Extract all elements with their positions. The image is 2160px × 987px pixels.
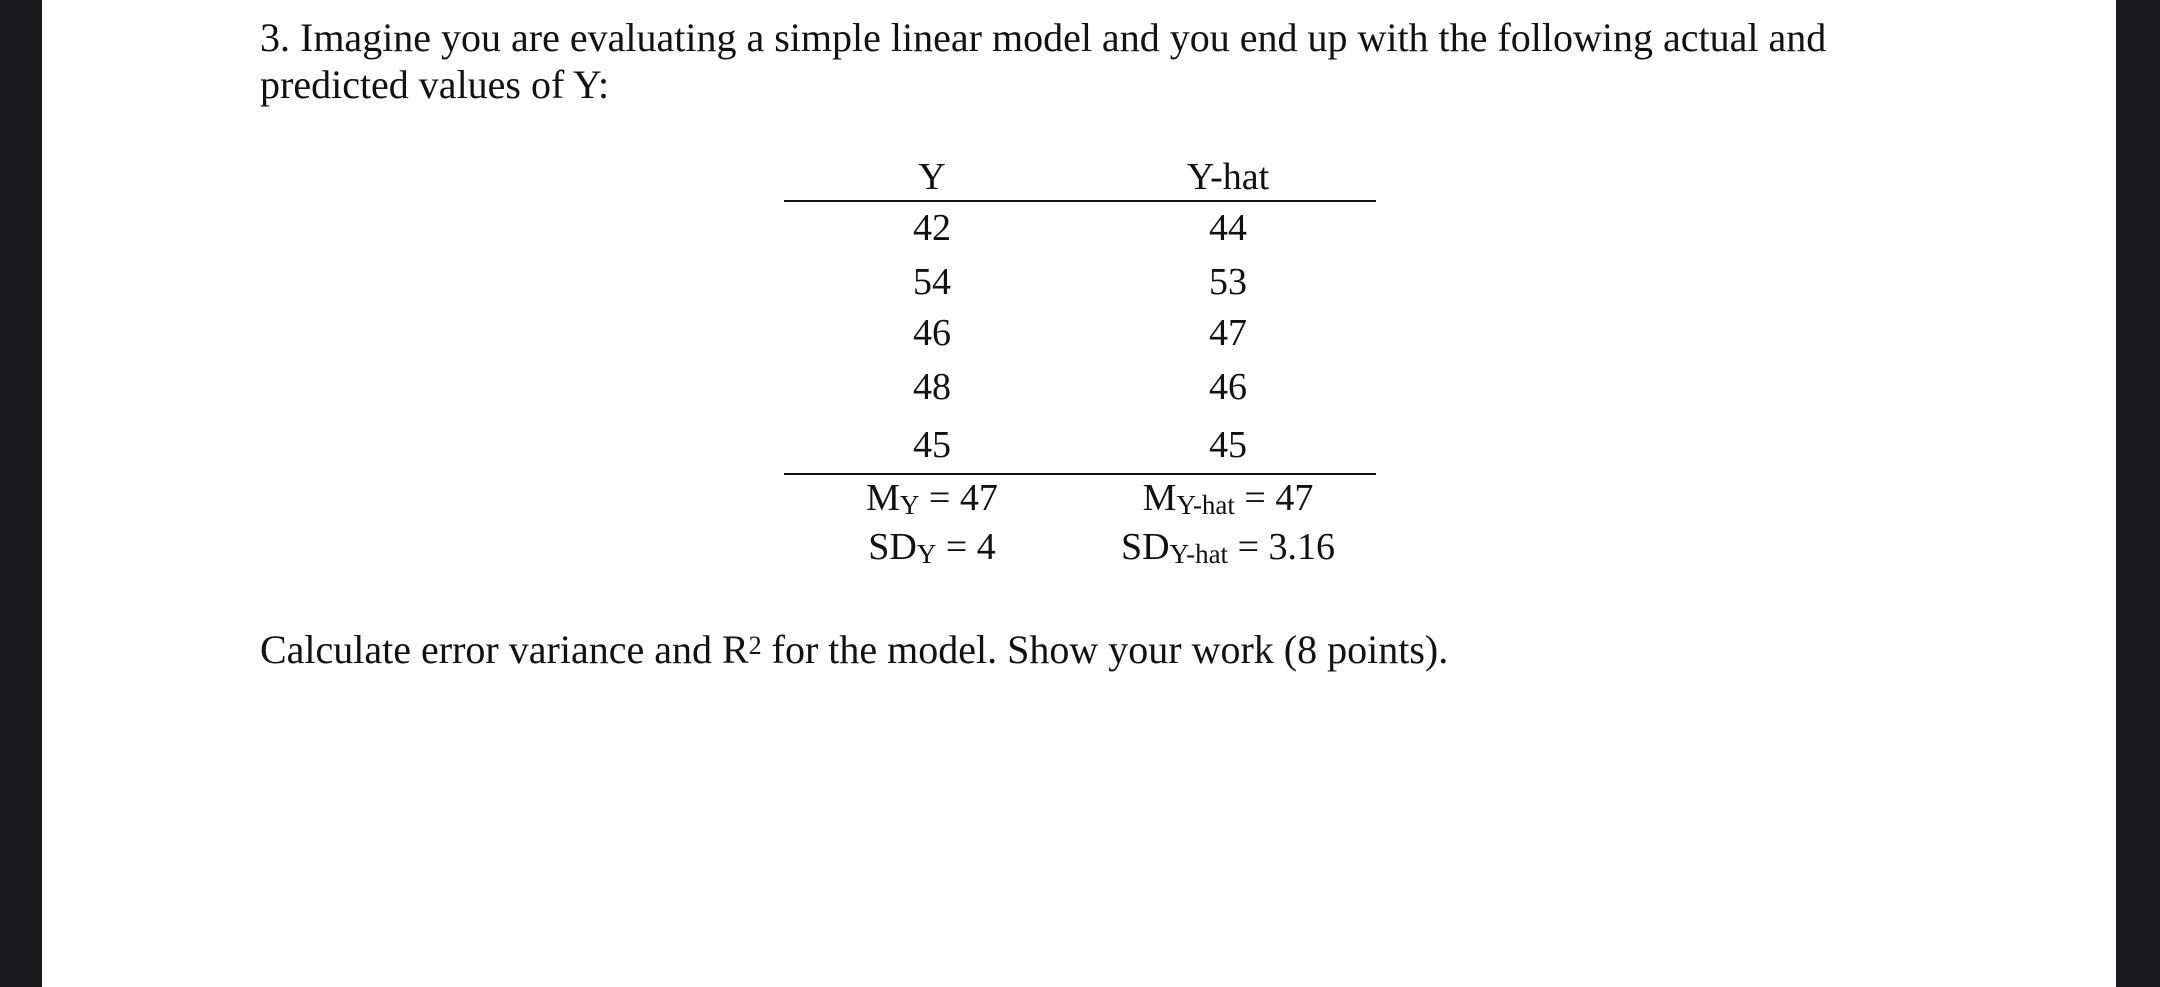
cell-yhat: 53 xyxy=(1209,261,1247,303)
mean-yhat-subscript: Y-hat xyxy=(1176,490,1235,520)
mean-yhat-value: = 47 xyxy=(1234,477,1314,519)
sd-y-subscript: Y xyxy=(916,539,937,569)
sd-y-value: = 4 xyxy=(936,526,996,568)
header-y: Y xyxy=(918,156,946,198)
question-text: 3. Imagine you are evaluating a simple linear model and you end up with the following actual and predicted values of Y: xyxy=(260,15,1827,107)
table-row xyxy=(784,310,1376,356)
sd-y-label: SD xyxy=(868,526,917,568)
mean-yhat xyxy=(1080,474,1376,524)
cell-y: 46 xyxy=(913,312,951,354)
mean-y-subscript: Y xyxy=(899,490,920,520)
sd-yhat-value: = 3.16 xyxy=(1228,526,1335,568)
document-page xyxy=(42,0,2116,987)
mean-yhat-label: M xyxy=(1142,477,1177,519)
cell-y: 48 xyxy=(913,365,951,408)
table-row xyxy=(784,201,1376,254)
table-row xyxy=(784,417,1376,474)
header-yhat: Y-hat xyxy=(1186,156,1270,198)
cell-y: 45 xyxy=(784,417,1080,474)
cell-y: 54 xyxy=(913,261,951,303)
table-row xyxy=(784,356,1376,417)
summary-row-sd xyxy=(784,524,1376,573)
cell-yhat: 47 xyxy=(1209,312,1247,354)
instruction-before: Calculate error variance and R xyxy=(260,627,749,672)
cell-yhat: 44 xyxy=(1080,201,1376,254)
cell-yhat: 45 xyxy=(1080,417,1376,474)
mean-y-label: M xyxy=(866,477,900,519)
cell-y: 42 xyxy=(784,201,1080,254)
mean-y-value: = 47 xyxy=(919,477,998,519)
sd-yhat-subscript: Y-hat xyxy=(1169,539,1229,569)
summary-row-mean xyxy=(784,474,1376,524)
instruction-superscript: 2 xyxy=(748,631,762,660)
instruction-after: for the model. Show your work (8 points). xyxy=(761,627,1449,672)
sd-yhat-label: SD xyxy=(1121,526,1170,568)
instruction-text xyxy=(260,626,1448,673)
cell-yhat: 46 xyxy=(1209,365,1247,408)
sd-y xyxy=(784,524,1080,573)
table-row xyxy=(784,254,1376,310)
values-table xyxy=(784,150,1376,573)
sd-yhat xyxy=(1080,524,1376,573)
mean-y xyxy=(784,474,1080,524)
